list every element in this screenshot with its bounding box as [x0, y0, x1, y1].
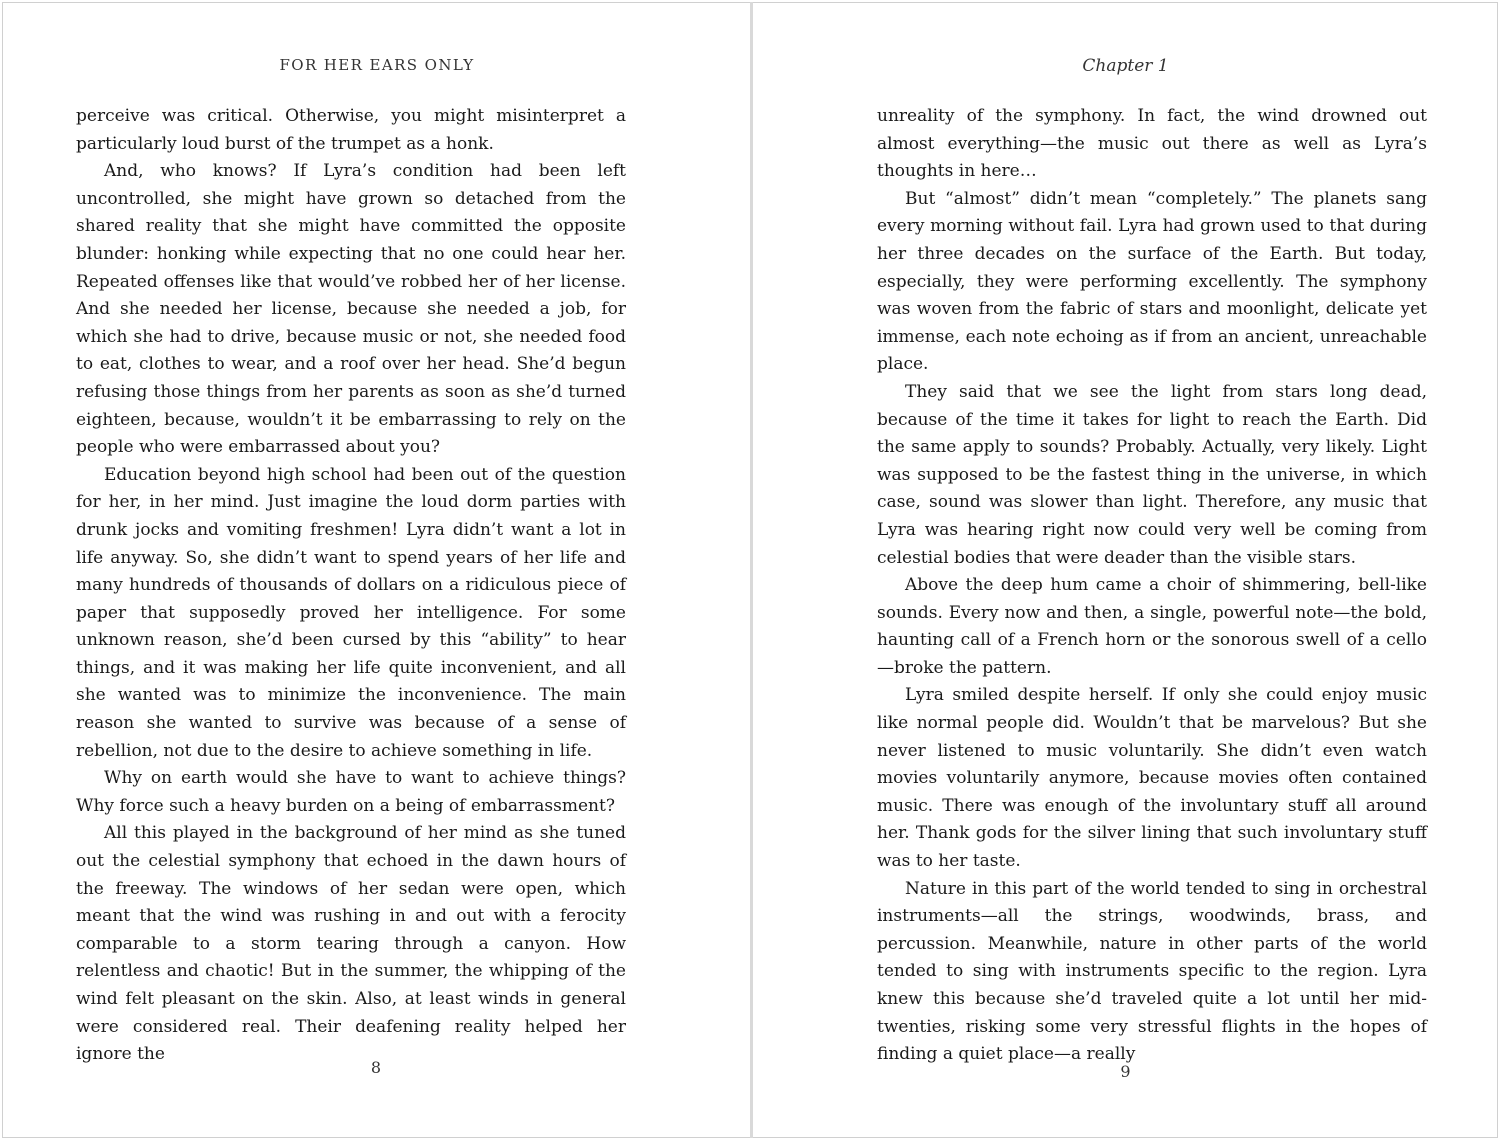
left-page-body — [76, 103, 626, 1069]
running-head-book-title: FOR HER EARS ONLY — [279, 56, 475, 74]
right-page — [753, 2, 1498, 1138]
paragraph: And, who knows? If Lyra’s condition had been left uncontrolled, she might have grown so detached from the shared reality that she might have committed the opposite blunder: honking while expecting that no one could hear her. Repeated offenses like that would’ve robbed her of her license. And she needed her license, because she needed a job, for which she had to drive, because music or not, she needed food to eat, clothes to wear, and a roof over her head. She’d begun refusing those things from her parents as soon as she’d turned eighteen, because, wouldn’t it be embarrassing to rely on the people who were embarrassed about you? — [76, 161, 626, 458]
page-number-right: 9 — [1120, 1062, 1131, 1081]
paragraph: perceive was critical. Otherwise, you might misinterpret a particularly loud burst of the trumpet as a honk. — [76, 106, 626, 154]
paragraph: Why on earth would she have to want to achieve things? Why force such a heavy burden on a being of embarrassment? — [76, 768, 626, 816]
right-page-body — [877, 103, 1427, 1069]
paragraph: Education beyond high school had been out of the question for her, in her mind. Just imagine the loud dorm parties with drunk jocks and vomiting freshmen! Lyra didn’t want a lot in life anyway. So, she didn’t want to spend years of her life and many hundreds of thousands of dollars on a ridiculous piece of paper that supposedly proved her intelligence. For some unknown reason, she’d been cursed by this “ability” to hear things, and it was making her life quite inconvenient, and all she wanted was to minimize the inconvenience. The main reason she wanted to survive was because of a sense of rebellion, not due to the desire to achieve something in life. — [76, 464, 626, 761]
running-head-chapter: Chapter 1 — [1082, 56, 1169, 76]
paragraph: All this played in the background of her mind as she tuned out the celestial symphony that echoed in the dawn hours of the freeway. The windows of her sedan were open, which meant that the wind was rushing in and out with a ferocity comparable to a storm tearing through a canyon. How relentless and chaotic! But in the summer, the whipping of the wind felt pleasant on the skin. Also, at least winds in general were considered real. Their deafening reality helped her ignore the — [76, 823, 626, 1065]
paragraph: But “almost” didn’t mean “completely.” The planets sang every morning without fail. Lyra had grown used to that during her three decades on the surface of the Earth. But today, especially, they were performing excellently. The symphony was woven from the fabric of stars and moonlight, delicate yet immense, each note echoing as if from an ancient, unreachable place. — [877, 188, 1427, 375]
paragraph: Nature in this part of the world tended to sing in orchestral instruments—all the strings, woodwinds, brass, and percussion. Meanwhile, nature in other parts of the world tended to sing with instruments specific to the region. Lyra knew this because she’d traveled quite a lot until her mid-twenties, risking some very stressful flights in the hopes of finding a quiet place—a really — [877, 878, 1427, 1065]
page-number-left: 8 — [370, 1058, 382, 1077]
paragraph: They said that we see the light from stars long dead, because of the time it takes for light to reach the Earth. Did the same apply to sounds? Probably. Actually, very likely. Light was supposed to be the fastest thing in the universe, in which case, sound was slower than light. Therefore, any music that Lyra was hearing right now could very well be coming from celestial bodies that were deader than the visible stars. — [877, 381, 1427, 568]
paragraph: Lyra smiled despite herself. If only she could enjoy music like normal people did. Wouldn’t that be marvelous? But she never listened to music voluntarily. She didn’t even watch movies voluntarily anymore, because movies often contained music. There was enough of the involuntary stuff all around her. Thank gods for the silver lining that such involuntary stuff was to her taste. — [877, 685, 1427, 872]
paragraph: Above the deep hum came a choir of shimmering, bell-like sounds. Every now and then, a single, powerful note—the bold, haunting call of a French horn or the sonorous swell of a cello—broke the pattern. — [877, 575, 1427, 678]
paragraph: unreality of the symphony. In fact, the wind drowned out almost everything—the music out there as well as Lyra’s thoughts in here… — [877, 106, 1427, 182]
left-page — [2, 2, 750, 1138]
